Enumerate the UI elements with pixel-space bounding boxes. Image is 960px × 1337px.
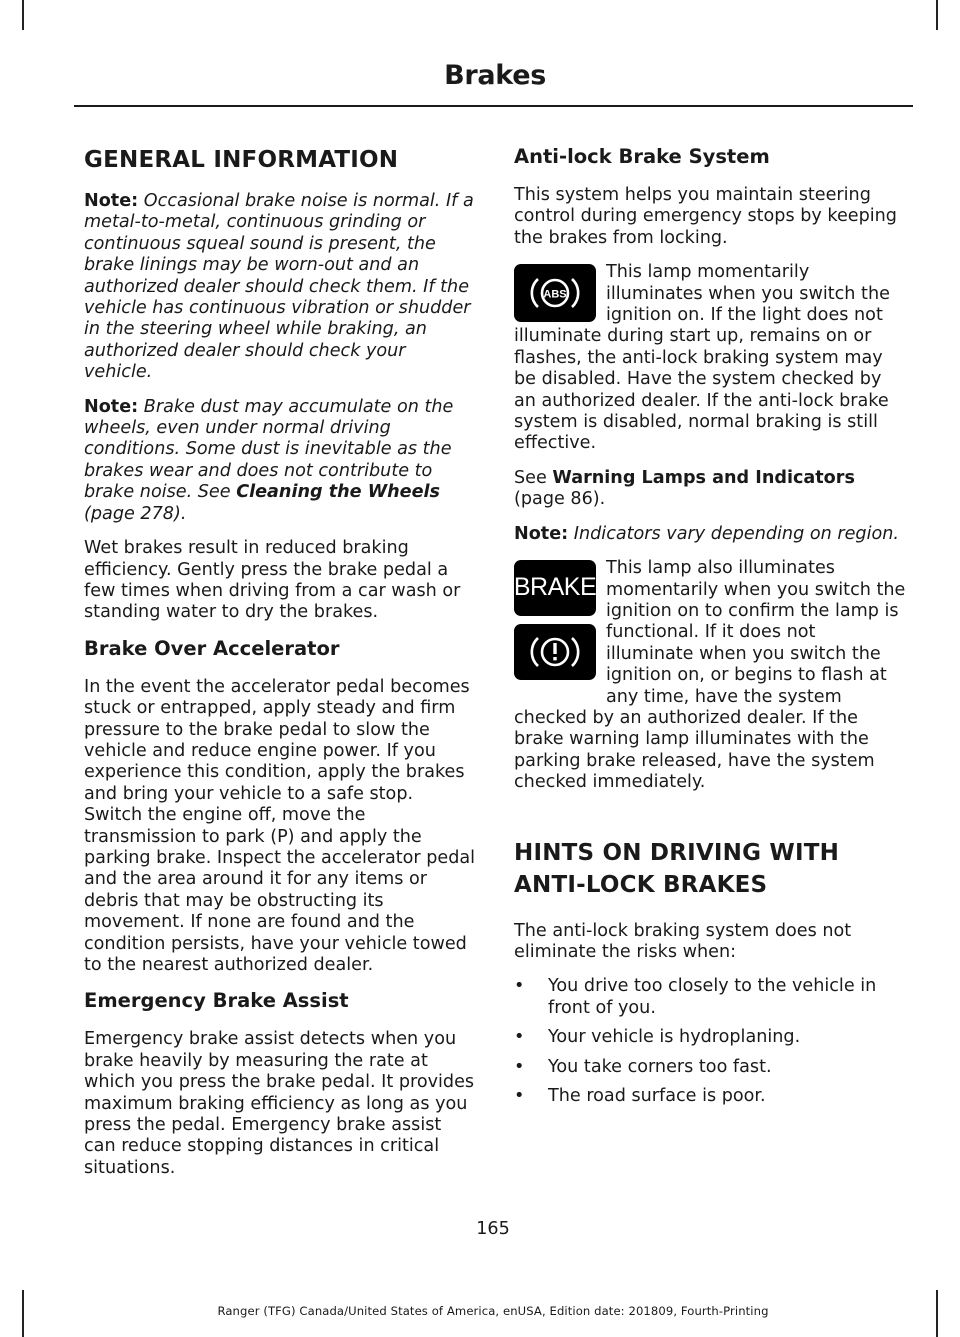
see-text: See [514, 467, 547, 488]
cross-reference-link[interactable]: Warning Lamps and Indicators [552, 467, 855, 488]
brake-warning-icon [514, 624, 596, 680]
edition-footer: Ranger (TFG) Canada/United States of America, enUSA, Edition date: 201809, Fourth-Printing [217, 1304, 769, 1318]
brake-icon-label: BRAKE [513, 573, 597, 602]
body-paragraph: In the event the accelerator pedal becomes stuck or entrapped, apply steady and firm pressure to the brake pedal to slow the vehicle and reduce engine power. If you experience this condition, apply the brakes and bring your vehicle to a safe stop. Switch the engine off, move the transmission to park (P) and apply the parking brake. Inspect the accelerator pedal and the area around it for any items or debris that may be obstructing its movement. If none are found and the condition persists, have your vehicle towed to the nearest authorized dealer. [84, 676, 476, 975]
crop-mark [936, 0, 938, 30]
hints-heading [514, 837, 908, 901]
hints-heading-line: ANTI-LOCK BRAKES [514, 871, 768, 898]
body-paragraph: Emergency brake assist detects when you brake heavily by measuring the rate at which you press the brake pedal. It provides maximum braking efficiency as long as you press the pedal. Emergency brake assist can reduce stopping distances in critical situations. [84, 1029, 475, 1178]
note-text: Occasional brake noise is normal. If a metal-to-metal, continuous grinding or continuous squeal sound is present, the brake linings may be worn-out and an authorized dealer should check them. If the vehicle has continuous vibration or shudder in the steering wheel while braking, an authorized dealer should check your vehicle. [84, 191, 474, 383]
note-paragraph [514, 524, 908, 545]
brake-over-accelerator-heading: Brake Over Accelerator [84, 636, 340, 660]
note-text: Indicators vary depending on region. [573, 523, 899, 544]
abs-icon-label: ABS [543, 288, 567, 301]
general-information-heading: GENERAL INFORMATION [84, 147, 399, 173]
list-item: • You drive too closely to the vehicle in front of you. [514, 976, 908, 1019]
brake-icon-stack [514, 558, 596, 688]
abs-lamp-block [514, 262, 908, 455]
header-divider [74, 105, 913, 107]
abs-lamp-description: This lamp momentarily illuminates when you switch the ignition on. If the light does not illuminate during start up, remains on or flashes, the anti-lock braking system may be disabled. Have the system checked by an authorized dealer. If the anti-lock brake system is disabled, normal braking is still effective. [514, 262, 890, 454]
note-label: Note: [84, 396, 139, 417]
page-title: Brakes [444, 60, 546, 91]
list-item: • The road surface is poor. [514, 1086, 908, 1107]
right-column [514, 145, 908, 1115]
left-column [84, 145, 476, 1192]
note-label: Note: [84, 191, 139, 211]
risk-list [514, 976, 908, 1107]
anti-lock-brake-system-heading: Anti-lock Brake System [514, 145, 770, 168]
brake-text-warning-icon [514, 560, 596, 616]
cross-reference-link[interactable]: Cleaning the Wheels [236, 482, 441, 503]
emergency-brake-assist-heading: Emergency Brake Assist [84, 989, 349, 1013]
brake-lamp-block [514, 558, 908, 806]
brake-lamp-description: This lamp also illuminates momentarily when you switch the ignition on to confirm the lamp is functional. If it does not illuminate when you switch the ignition on, or begins to flash at any time, have the system checked by an authorized dealer. If the brake warning lamp illuminates with the parking brake released, have the system checked immediately. [514, 558, 906, 793]
crop-mark [22, 0, 24, 30]
hints-heading-line: HINTS ON DRIVING WITH [514, 839, 840, 866]
body-paragraph: Wet brakes result in reduced braking efficiency. Gently press the brake pedal a few times when driving from a car wash or standing water to dry the brakes. [84, 538, 461, 623]
note-text: Brake dust may accumulate on the wheels, even under normal driving conditions. Some dust is inevitable as the brakes wear and does not contribute to brake noise. See [84, 396, 454, 503]
page-number: 165 [476, 1219, 510, 1239]
list-item: • Your vehicle is hydroplaning. [514, 1027, 908, 1048]
page-reference: (page 86). [514, 489, 606, 510]
note-paragraph [84, 191, 476, 384]
page-reference: (page 278). [84, 503, 187, 524]
note-paragraph [84, 397, 476, 525]
abs-warning-icon [514, 264, 596, 322]
see-reference-paragraph [514, 468, 908, 511]
note-label: Note: [514, 523, 569, 544]
list-item: • You take corners too fast. [514, 1057, 908, 1078]
body-paragraph: The anti-lock braking system does not eliminate the risks when: [514, 920, 852, 962]
body-paragraph: This system helps you maintain steering control during emergency stops by keeping the brakes from locking. [514, 185, 897, 248]
